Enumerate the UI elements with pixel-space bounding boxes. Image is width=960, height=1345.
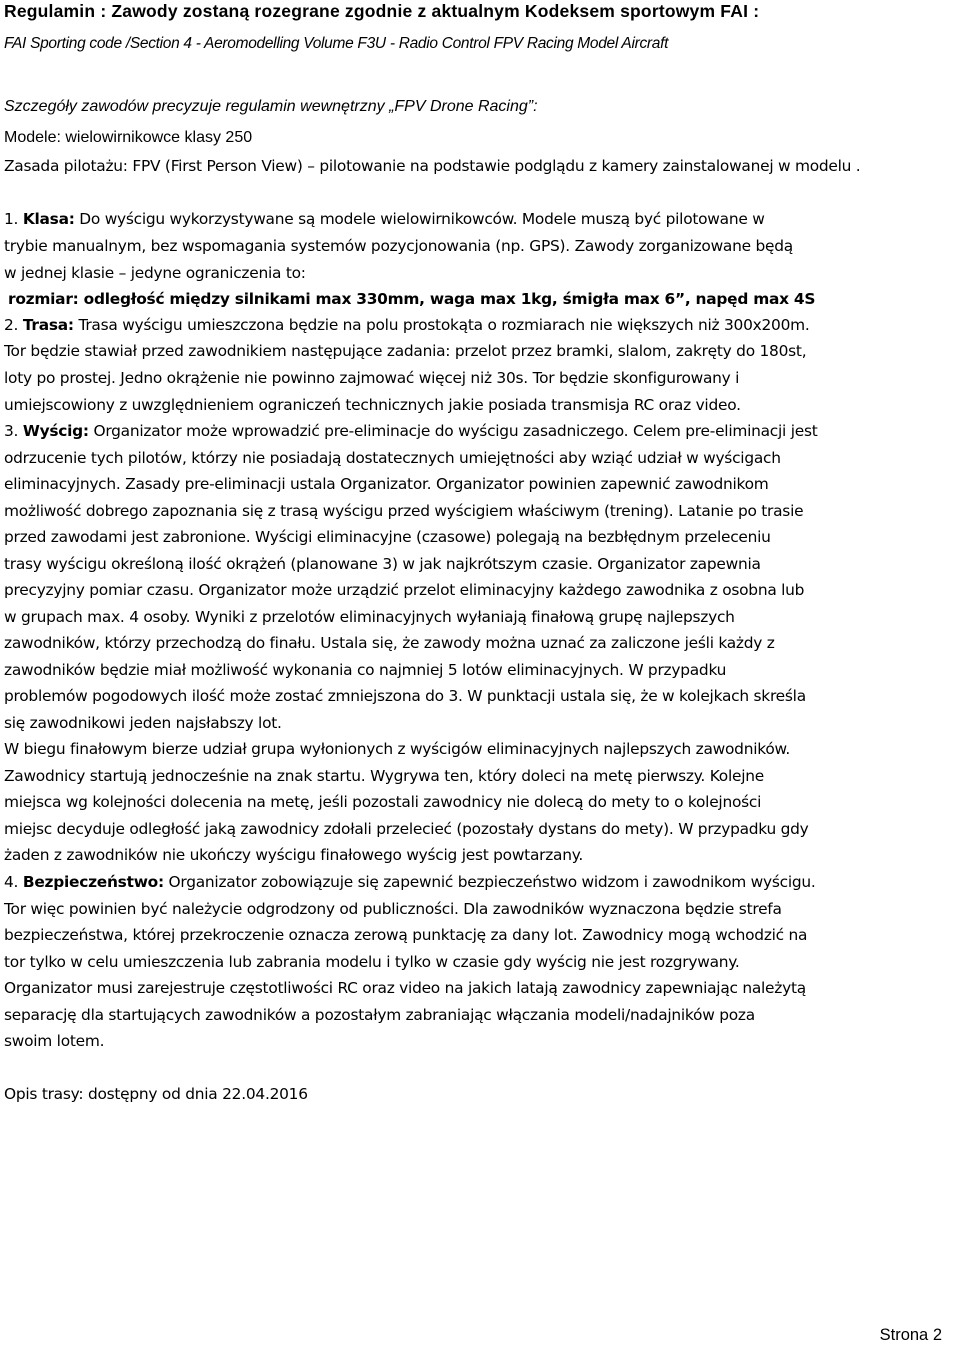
section-2-line-4: umiejscowiony z uwzględnieniem ograniczeń technicznych jakie posiada transmisja RC oraz video. xyxy=(4,396,741,414)
section-3-line: Zawodnicy startują jednocześnie na znak startu. Wygrywa ten, który doleci na metę pierwszy. Kolejne xyxy=(4,767,764,785)
section-3-line: miejsc decyduje odległość jaką zawodnicy zdołali przelecieć (pozostały dystans do mety). W przypadku gdy xyxy=(4,820,809,838)
section-4-heading: Bezpieczeństwo: xyxy=(22,873,164,891)
size-limits-line: rozmiar: odległość między silnikami max 330mm, waga max 1kg, śmigła max 6”, napęd max 4S xyxy=(8,290,816,308)
section-3-line-1 xyxy=(4,422,818,440)
route-description: Opis trasy: dostępny od dnia 22.04.2016 xyxy=(4,1085,308,1103)
section-2-heading: Trasa: xyxy=(22,316,74,334)
section-1-heading: Klasa: xyxy=(22,210,75,228)
section-4-line: tor tylko w celu umieszczenia lub zabrania modelu i tylko w czasie gdy wyścig nie jest rozgrywany. xyxy=(4,953,740,971)
section-2-line-3: loty po prostej. Jedno okrążenie nie powinno zajmować więcej niż 30s. Tor będzie skonfigurowany i xyxy=(4,369,740,387)
section-3-line: W biegu finałowym bierze udział grupa wyłonionych z wyścigów eliminacyjnych najlepszych zawodników. xyxy=(4,740,791,758)
section-3-heading: Wyścig: xyxy=(22,422,89,440)
section-3-line: się zawodnikowi jeden najsłabszy lot. xyxy=(4,714,282,732)
section-3-line: eliminacyjnych. Zasady pre-eliminacji ustala Organizator. Organizator powinien zapewnić zawodnikom xyxy=(4,475,769,493)
section-2-line-2: Tor będzie stawiał przed zawodnikiem następujące zadania: przelot przez bramki, slalom, zakręty do 180st, xyxy=(4,342,807,360)
section-1-line-1 xyxy=(4,210,765,228)
section-1-line-2: trybie manualnym, bez wspomagania systemów pozycjonowania (np. GPS). Zawody zorganizowane będą xyxy=(4,237,793,255)
section-3-line: żaden z zawodników nie ukończy wyścigu finałowego wyścig jest powtarzany. xyxy=(4,846,584,864)
section-4-line: separację dla startujących zawodników a pozostałym zabraniając włączania modeli/nadajników poza xyxy=(4,1006,755,1024)
models-line: Modele: wielowirnikowce klasy 250 xyxy=(4,129,253,146)
section-1-line-3: w jednej klasie – jedyne ograniczenia to: xyxy=(4,264,306,282)
section-4-line: Organizator musi zarejestruje częstotliwości RC oraz video na jakich latają zawodnicy zapewniając należytą xyxy=(4,979,806,997)
section-4-text: Organizator zobowiązuje się zapewnić bezpieczeństwo widzom i zawodnikom wyścigu. xyxy=(163,873,816,891)
section-1-text: Do wyścigu wykorzystywane są modele wielowirnikowców. Modele muszą być pilotowane w xyxy=(74,210,765,228)
document-subtitle: FAI Sporting code /Section 4 - Aeromodelling Volume F3U - Radio Control FPV Racing Model Aircraft xyxy=(4,35,669,52)
section-4-line: Tor więc powinien być należycie odgrodzony od publiczności. Dla zawodników wyznaczona będzie strefa xyxy=(4,900,782,918)
section-1-number: 1. xyxy=(4,210,19,228)
section-3-line: w grupach max. 4 osoby. Wyniki z przelotów eliminacyjnych wyłaniają finałową grupę najlepszych xyxy=(4,608,735,626)
section-4-line: bezpieczeństwa, której przekroczenie oznacza zerową punktację za dany lot. Zawodnicy mogą wchodzić na xyxy=(4,926,808,944)
section-4-number: 4. xyxy=(4,873,19,891)
section-3-line: problemów pogodowych ilość może zostać zmniejszona do 3. W punktacji ustala się, że w kolejkach skreśla xyxy=(4,687,806,705)
section-3-line: odrzucenie tych pilotów, którzy nie posiadają dostatecznych umiejętności aby wziąć udział w wyścigach xyxy=(4,449,781,467)
section-3-number: 3. xyxy=(4,422,19,440)
section-4-line-1 xyxy=(4,873,816,891)
section-3-line: miejsca wg kolejności dolecenia na metę, jeśli pozostali zawodnicy nie dolecą do mety to o kolejności xyxy=(4,793,762,811)
section-3-text: Organizator może wprowadzić pre-eliminacje do wyścigu zasadniczego. Celem pre-eliminacji jest xyxy=(88,422,818,440)
section-2-text: Trasa wyścigu umieszczona będzie na polu prostokąta o rozmiarach nie większych niż 300x200m. xyxy=(73,316,810,334)
details-line: Szczegóły zawodów precyzuje regulamin wewnętrzny „FPV Drone Racing”: xyxy=(4,98,538,115)
section-2-number: 2. xyxy=(4,316,19,334)
section-3-line: trasy wyścigu określoną ilość okrążeń (planowane 3) w jak najkrótszym czasie. Organizator zapewnia xyxy=(4,555,761,573)
section-3-line: możliwość dobrego zapoznania się z trasą wyścigu przed wyścigiem właściwym (trening). Latanie po trasie xyxy=(4,502,804,520)
section-4-line: swoim lotem. xyxy=(4,1032,105,1050)
page-number: Strona 2 xyxy=(879,1326,942,1344)
document-title: Regulamin : Zawody zostaną rozegrane zgodnie z aktualnym Kodeksem sportowym FAI : xyxy=(4,1,760,21)
section-3-line: zawodników, którzy przechodzą do finału. Ustala się, że zawody można uznać za zaliczone jeśli każdy z xyxy=(4,634,775,652)
piloting-line: Zasada pilotażu: FPV (First Person View) – pilotowanie na podstawie podglądu z kamery zainstalowanej w modelu . xyxy=(4,157,861,175)
section-3-line: zawodników będzie miał możliwość wykonania co najmniej 5 lotów eliminacyjnych. W przypadku xyxy=(4,661,727,679)
section-2-line-1 xyxy=(4,316,810,334)
section-3-line: przed zawodami jest zabronione. Wyścigi eliminacyjne (czasowe) polegają na bezbłędnym przeleceniu xyxy=(4,528,771,546)
section-3-line: precyzyjny pomiar czasu. Organizator może urządzić przelot eliminacyjny każdego zawodnika z osobna lub xyxy=(4,581,805,599)
